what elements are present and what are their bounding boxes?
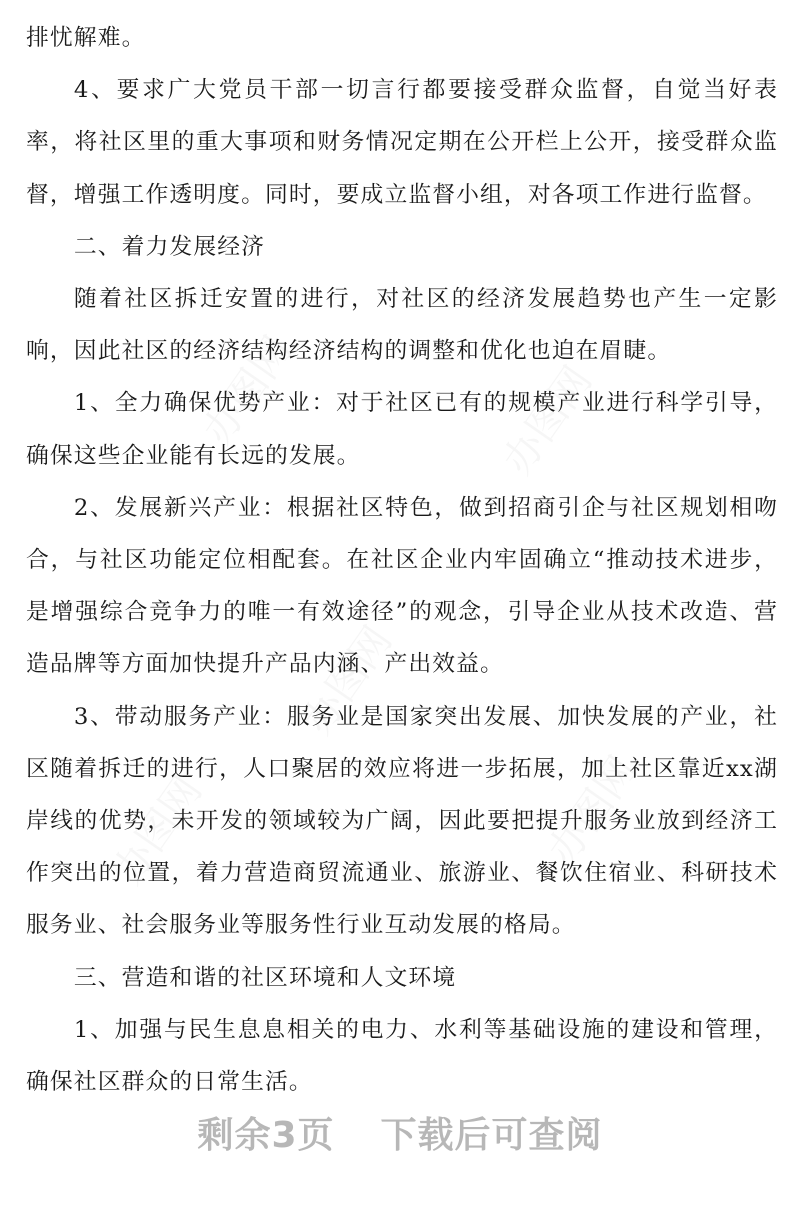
paragraph: 随着社区拆迁安置的进行，对社区的经济发展趋势也产生一定影响，因此社区的经济结构经济结构的调整和优化也迫在眉睫。 [26, 286, 778, 365]
section-heading: 三、营造和谐的社区环境和人文环境 [73, 964, 457, 991]
remaining-pages-label[interactable]: 剩余3页 [197, 1115, 335, 1156]
watermark: 办图网 [494, 358, 602, 483]
paragraph: 3、带动服务产业：服务业是国家突出发展、加快发展的产业，社区随着拆迁的进行，人口聚居的效应将进一步拓展，加上社区靠近xx湖岸线的优势，未开发的领域较为广阔，因此要把提升服务业放到经济工作突出的位置，着力营造商贸流通业、旅游业、餐饮住宿业、科研技术服务业、社会服务业等服务性行业互动发展的格局。 [26, 703, 778, 939]
paragraph: 4、要求广大党员干部一切言行都要接受群众监督，自觉当好表率，将社区里的重大事项和财务情况定期在公开栏上公开，接受群众监督，增强工作透明度。同时，要成立监督小组，对各项工作进行监督。 [26, 77, 778, 208]
paragraph: 排忧解难。 [26, 25, 146, 51]
watermark: 办图网 [104, 768, 212, 893]
watermark: 办图网 [539, 748, 647, 873]
document-body [26, 12, 778, 1108]
download-prompt-banner[interactable] [0, 1108, 800, 1164]
paragraph: 1、全力确保优势产业：对于社区已有的规模产业进行科学引导，确保这些企业能有长远的发展。 [26, 390, 778, 469]
watermark: 办图网 [194, 328, 302, 453]
download-to-view-label[interactable]: 下载后可查阅 [380, 1115, 603, 1156]
paragraph: 2、发展新兴产业：根据社区特色，做到招商引企与社区规划相吻合，与社区功能定位相配套。在社区企业内牢固确立“推动技术进步，是增强综合竞争力的唯一有效途径”的观念，引导企业从技术改造、营造品牌等方面加快提升产品内涵、产出效益。 [26, 494, 778, 678]
section-heading: 二、着力发展经济 [73, 233, 266, 260]
paragraph: 1、加强与民生息息相关的电力、水利等基础设施的建设和管理，确保社区群众的日常生活。 [26, 1016, 778, 1096]
watermark: 办图网 [294, 618, 402, 743]
